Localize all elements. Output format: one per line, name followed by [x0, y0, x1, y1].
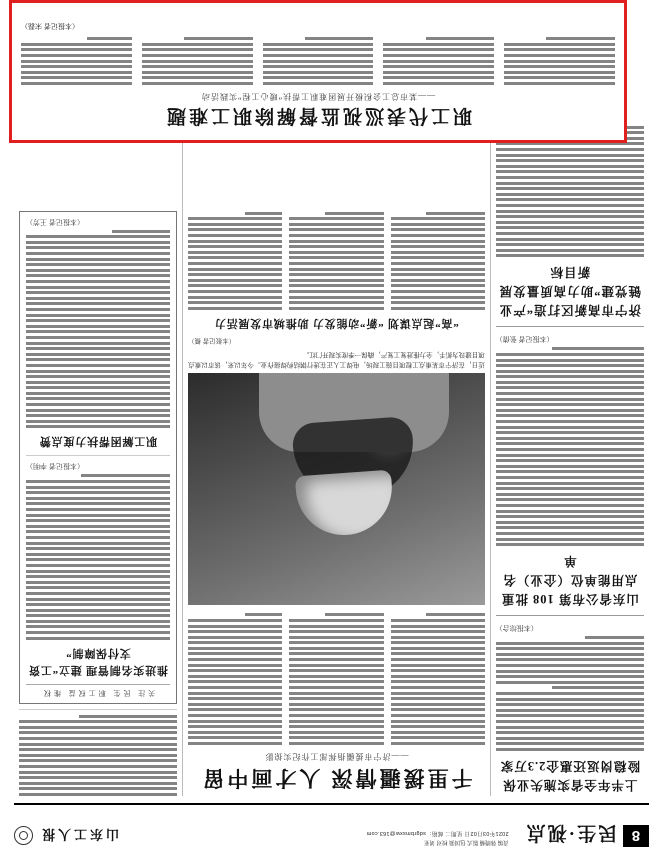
- masthead-meta: [366, 828, 508, 846]
- safety-helmet: [295, 470, 395, 539]
- story-byline: （本报记者 王芳）: [26, 217, 84, 225]
- lead-headline: 千里援疆情深 人才画中留: [200, 766, 473, 790]
- story-headline: 职工解困帮扶力度点赞: [39, 435, 158, 448]
- paper-name: 山东工人报: [39, 827, 120, 842]
- bottom-subhead: ——某市总工会积极开展困难职工帮扶“暖心工程”实践活动: [200, 92, 436, 101]
- masthead-meta-line2: 2021年03月02日 星期二 邮箱：sdgrbmsxw@163.com: [366, 830, 509, 836]
- story-byline: （本报记者 李明）: [26, 462, 84, 470]
- story-headline: 推进实名制管理 建立“工资支付保障制”: [28, 646, 168, 676]
- divider: [496, 615, 644, 616]
- photo-credit: （本报记者 摄）: [188, 336, 236, 344]
- story-headline: 上半年全省实施失业保险稳岗返还惠企2.3万家: [499, 759, 640, 792]
- bottom-byline: （本报记者 宋磊）: [21, 21, 79, 29]
- lead-subhead: ——济宁市援疆指挥部工作纪实掠影: [264, 752, 409, 761]
- page-number: 8: [623, 825, 649, 847]
- paper-logo-icon: [14, 826, 33, 845]
- story-body: [496, 636, 644, 751]
- story-byline: （本报记者 张倩）: [495, 335, 554, 343]
- bottom-body: [21, 35, 615, 85]
- story-byline: （本报综合）: [495, 624, 538, 632]
- story-body: [26, 230, 170, 429]
- lead-body: [188, 611, 485, 745]
- story-headline: 山东省公布第 108 批重点用能单位（企业）名单: [500, 554, 639, 607]
- divider: [496, 326, 644, 327]
- column-right: [14, 106, 182, 796]
- story-body: [496, 347, 644, 546]
- story-photo: [188, 373, 485, 605]
- secondary-body: [188, 209, 485, 310]
- masthead-right: [14, 826, 119, 845]
- section-title: 民生·视点: [524, 822, 617, 843]
- column-left: [490, 106, 649, 796]
- sidebar-kicker: 关注 民生 职工权益 维权: [26, 684, 170, 698]
- column-center: [182, 106, 490, 796]
- photo-caption: 近日，在济宁市某重点工程项目施工现场，电焊工人正在进行钢结构焊接作业。今年以来，该市以重点项目建设为抓手，全力推进复工复产，确保一季度实现开门红。: [188, 350, 485, 368]
- column-grid: [14, 106, 649, 796]
- sidebar-box: [19, 211, 177, 704]
- story-body: [26, 474, 170, 639]
- page-sheet: [14, 16, 649, 849]
- story-headline: 济宁市高新区打造“产业链党建”助力高质量发展新目标: [498, 265, 641, 318]
- masthead: [14, 803, 649, 849]
- bottom-headline: 职工代表巡视监督解除职工难题: [164, 105, 473, 126]
- column-right-top-body: [19, 715, 177, 796]
- story-body: [496, 126, 644, 258]
- masthead-meta-line1: 责编 韩晓楠 版式 包国强 校对 刘亚: [424, 839, 509, 845]
- highlighted-story: [9, 0, 627, 143]
- divider: [26, 455, 170, 456]
- divider: [19, 709, 177, 710]
- secondary-headline: “高”起点谋划 “新”动能发力 助推城市发展活力: [214, 316, 459, 329]
